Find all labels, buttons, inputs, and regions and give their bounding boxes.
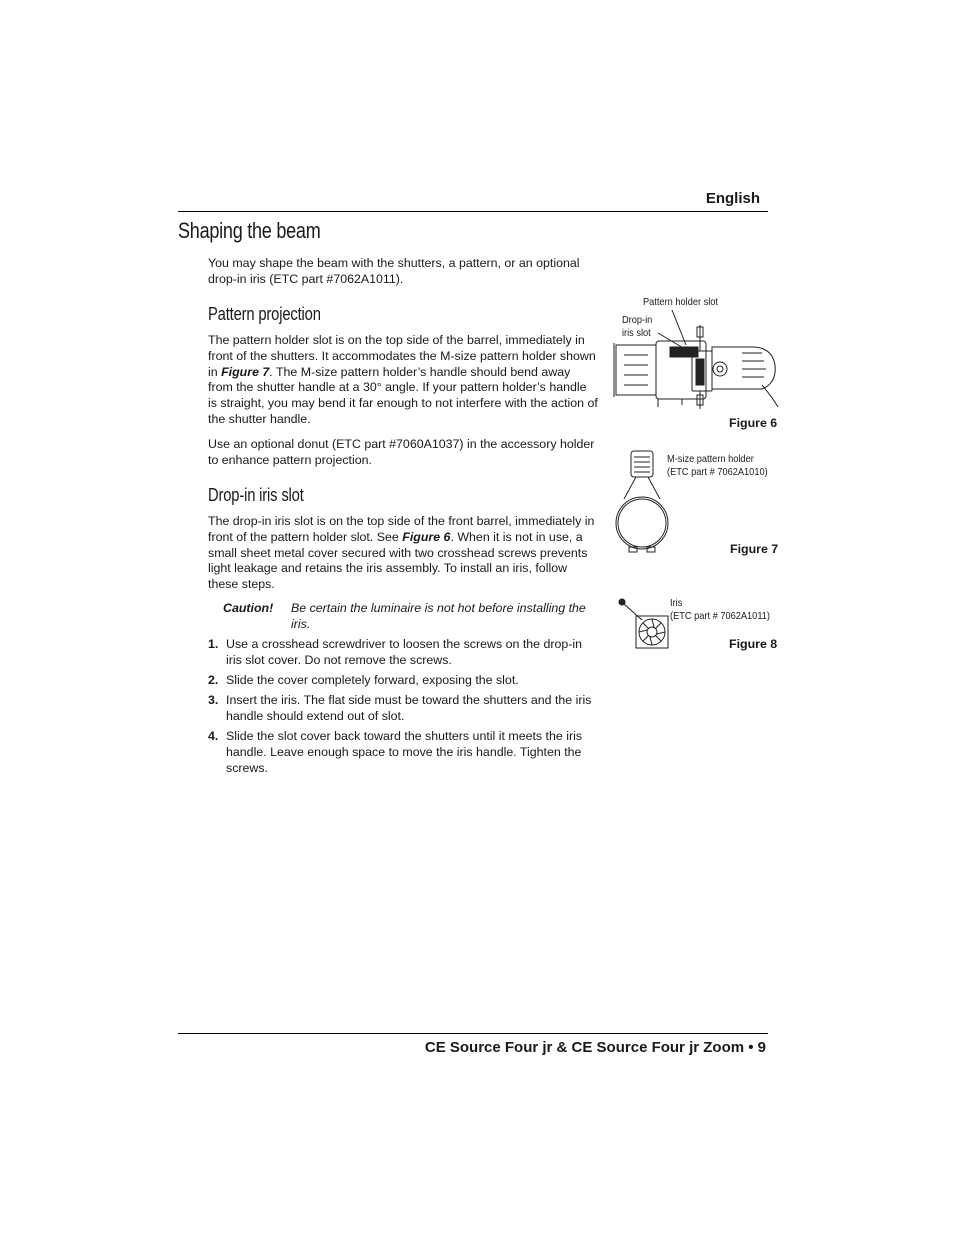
step-text: Slide the slot cover back toward the shutters until it meets the iris handle. Leave enough space to move the iris handle. Tighten the screws. [226, 729, 583, 775]
step-item [208, 673, 600, 689]
fig6-luminaire-illustration [612, 305, 782, 410]
figure-7-reference: Figure 7 [221, 364, 270, 379]
fig7-label-line2: (ETC part # 7062A1010) [667, 466, 768, 478]
step-number: 1. [208, 637, 219, 651]
step-item [208, 729, 600, 777]
intro-paragraph: You may shape the beam with the shutters, a pattern, or an optional drop-in iris (ETC part #7062A1011). [208, 256, 580, 286]
figure-6-reference: Figure 6 [402, 529, 451, 544]
figure-6-caption: Figure 6 [729, 416, 778, 430]
fig6-pattern-holder-label: Pattern holder slot [643, 296, 718, 308]
step-text: Insert the iris. The flat side must be toward the shutters and the iris handle should extend out of slot. [226, 693, 592, 723]
fig7-pattern-holder-illustration [612, 447, 672, 562]
caution-text: Be certain the luminaire is not hot before installing the iris. [291, 601, 586, 631]
step-item [208, 637, 600, 669]
fig7-label-line1: M-size pattern holder [667, 453, 754, 465]
pattern-paragraph-2: Use an optional donut (ETC part #7060A1037) in the accessory holder to enhance pattern projection. [208, 437, 595, 467]
language-label: English [705, 190, 760, 207]
step-number: 3. [208, 693, 219, 707]
header-rule [178, 211, 768, 212]
figure-7-caption: Figure 7 [730, 542, 779, 556]
page-title: Shaping the beam [178, 218, 321, 243]
fig8-iris-illustration [616, 596, 672, 652]
step-number: 2. [208, 673, 219, 687]
footer-text: CE Source Four jr & CE Source Four jr Zoom • 9 [424, 1039, 766, 1056]
pattern-heading: Pattern projection [208, 304, 321, 324]
step-number: 4. [208, 729, 219, 743]
step-text: Use a crosshead screwdriver to loosen the screws on the drop-in iris slot cover. Do not remove the screws. [226, 637, 583, 667]
caution-label: Caution! [223, 601, 274, 615]
fig8-label-line1: Iris [670, 597, 683, 609]
figure-8-caption: Figure 8 [729, 637, 778, 651]
fig6-iris-slot-label-line2: iris slot [622, 327, 651, 339]
footer-rule [178, 1033, 768, 1034]
step-item [208, 693, 600, 725]
pattern-paragraph-1: The pattern holder slot is on the top side of the barrel, immediately in front of the shutters. It accommodates the M-size pattern holder shown in Figure 7. The M-size pattern holder’s handle should bend away from the shutter handle at a 30° angle. If your pattern holder’s handle is straight, you may bend it far enough to not interfere with the action of the shutter handle. [208, 333, 598, 426]
step-text: Slide the cover completely forward, exposing the slot. [226, 673, 519, 687]
iris-heading: Drop-in iris slot [208, 485, 304, 505]
fig6-iris-slot-label-line1: Drop-in [622, 314, 653, 326]
iris-paragraph: The drop-in iris slot is on the top side of the front barrel, immediately in front of the pattern holder slot. See Figure 6. When it is not in use, a small sheet metal cover secured with two crosshead screws prevents light leakage and retains the iris assembly. To install an iris, follow these steps. [208, 514, 595, 592]
fig8-label-line2: (ETC part # 7062A1011) [670, 610, 770, 622]
